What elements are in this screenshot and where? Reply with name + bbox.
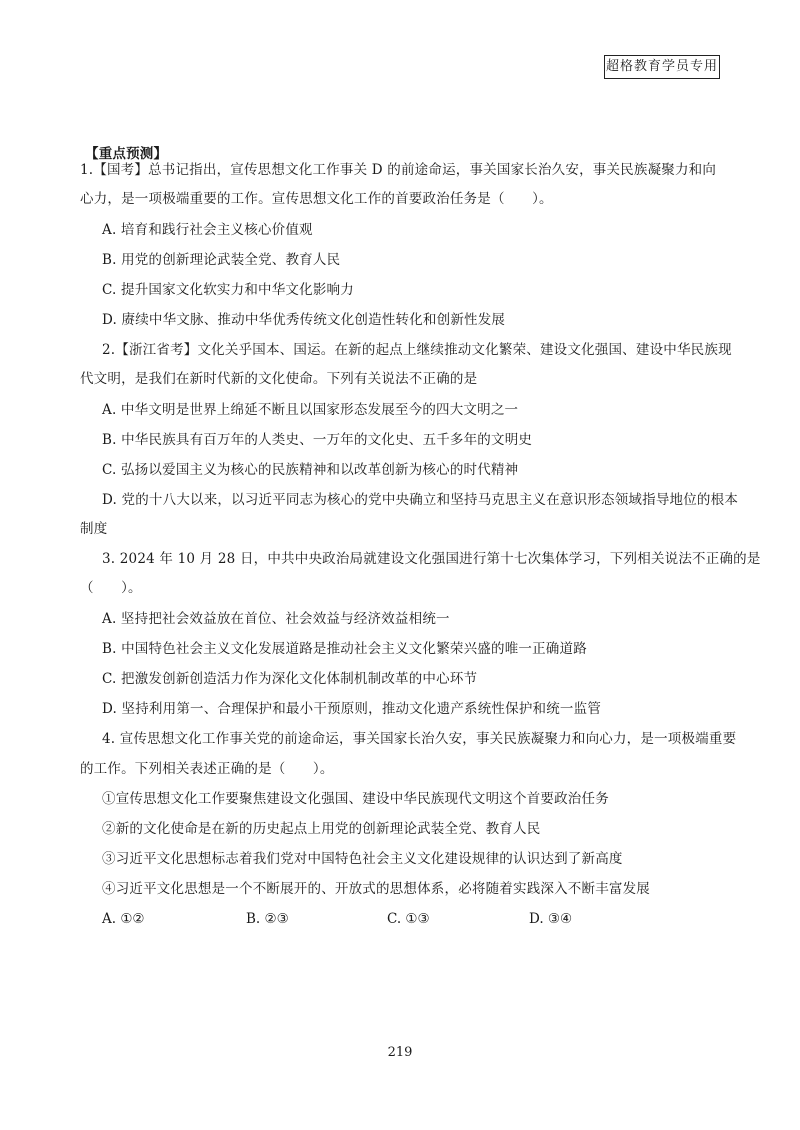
q2-option-a: A. 中华文明是世界上绵延不断且以国家形态发展至今的四大文明之一 [102,402,519,418]
q3-option-a: A. 坚持把社会效益放在首位、社会效益与经济效益相统一 [102,611,450,627]
q1-option-d: D. 赓续中华文脉、推动中华优秀传统文化创造性转化和创新性发展 [102,312,506,328]
q4-stem-line-2: 的工作。下列相关表述正确的是（ ）。 [80,761,334,777]
q4-statement-2: ②新的文化使命是在新的历史起点上用党的创新理论武装全党、教育人民 [102,821,541,837]
q2-option-c: C. 弘扬以爱国主义为核心的民族精神和以改革创新为核心的时代精神 [102,462,519,478]
q2-option-d-cont: 制度 [80,521,108,537]
q4-statement-4: ④习近平文化思想是一个不断展开的、开放式的思想体系，必将随着实践深入不断丰富发展 [102,881,650,897]
q3-stem-line-1: 3. 2024 年 10 月 28 日，中共中央政治局就建设文化强国进行第十七次集体学习，下列相关说法不正确的是 [102,551,761,567]
q1-stem-line-2: 心力，是一项极端重要的工作。宣传思想文化工作的首要政治任务是（ ）。 [80,191,553,207]
q2-option-b: B. 中华民族具有百万年的人类史、一万年的文化史、五千多年的文明史 [102,432,533,448]
q3-option-b: B. 中国特色社会主义文化发展道路是推动社会主义文化繁荣兴盛的唯一正确道路 [102,641,587,657]
section-title: 【重点预测】 [85,146,168,162]
q1-stem-line-1: 1.【国考】总书记指出，宣传思想文化工作事关 D 的前途命运，事关国家长治久安，事关民族凝聚力和向 [80,162,717,178]
q3-option-d: D. 坚持利用第一、合理保护和最小干预原则，推动文化遗产系统性保护和统一监管 [102,701,602,717]
q4-choice-a: A. ①② [102,911,145,927]
page-number: 219 [387,1045,413,1060]
q4-statement-3: ③习近平文化思想标志着我们党对中国特色社会主义文化建设规律的认识达到了新高度 [102,851,623,867]
q3-option-c: C. 把激发创新创造活力作为深化文化体制机制改革的中心环节 [102,671,478,687]
q2-option-d: D. 党的十八大以来，以习近平同志为核心的党中央确立和坚持马克思主义在意识形态领域指导地位的根本 [102,492,739,508]
q1-option-a: A. 培育和践行社会主义核心价值观 [102,222,313,238]
q4-choice-c: C. ①③ [387,911,430,927]
q1-option-b: B. 用党的创新理论武装全党、教育人民 [102,252,341,268]
q4-stem-line-1: 4. 宣传思想文化工作事关党的前途命运，事关国家长治久安，事关民族凝聚力和向心力，是一项极端重要 [102,731,737,747]
q4-choice-d: D. ③④ [529,911,573,927]
q2-stem-line-2: 代文明，是我们在新时代新的文化使命。下列有关说法不正确的是 [80,371,478,387]
q1-option-c: C. 提升国家文化软实力和中华文化影响力 [102,282,354,298]
q3-stem-line-2: （ ）。 [80,580,142,596]
q2-stem-line-1: 2.【浙江省考】文化关乎国本、国运。在新的起点上继续推动文化繁荣、建设文化强国、建设中华民族现 [102,342,732,358]
q4-choice-b: B. ②③ [246,911,289,927]
q4-statement-1: ①宣传思想文化工作要聚焦建设文化强国、建设中华民族现代文明这个首要政治任务 [102,791,609,807]
watermark-stamp: 超格教育学员专用 [604,55,720,79]
